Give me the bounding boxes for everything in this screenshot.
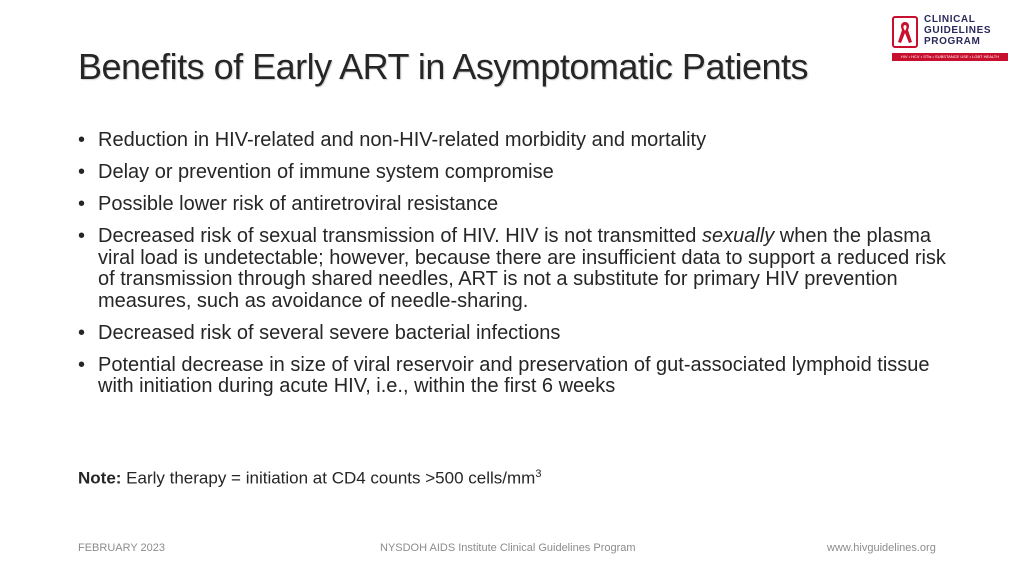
bullet-text: when the plasma viral load is undetectable; however, because there are insufficient data to support a reduced risk of transmission through shared needles, ART is not a substitute for primary HIV prevention measures, such as avoidance of needle-sharing.	[98, 225, 946, 312]
logo-tagline: HIV • HCV • STIs • SUBSTANCE USE • LGBT HEALTH	[892, 53, 1008, 61]
note-label: Note:	[78, 468, 122, 488]
bullet-item: • Decreased risk of several severe bacterial infections	[78, 323, 958, 345]
logo-line-2: GUIDELINES	[924, 25, 992, 36]
note-superscript: 3	[535, 468, 542, 480]
bullet-list	[78, 130, 958, 408]
footer-organization: NYSDOH AIDS Institute Clinical Guidelines Program	[380, 542, 636, 554]
bullet-emphasis: sexually	[701, 225, 775, 247]
footer-date: FEBRUARY 2023	[78, 542, 166, 554]
clinical-guidelines-program-logo	[884, 12, 1008, 64]
note	[78, 462, 541, 491]
slide-title: Benefits of Early ART in Asymptomatic Patients	[78, 46, 809, 87]
red-ribbon-icon	[894, 18, 916, 46]
bullet-item: • Potential decrease in size of viral reservoir and preservation of gut-associated lymphoid tissue with initiation during acute HIV, i.e., within the first 6 weeks	[78, 355, 958, 398]
footer-website: www.hivguidelines.org	[827, 542, 936, 554]
bullet-text: Decreased risk of sexual transmission of HIV. HIV is not transmitted	[98, 225, 702, 247]
logo-line-1: CLINICAL	[924, 14, 976, 25]
logo-line-3: PROGRAM	[924, 36, 981, 47]
note-text: Early therapy = initiation at CD4 counts >500 cells/mm	[121, 468, 536, 488]
bullet-item: • Reduction in HIV-related and non-HIV-related morbidity and mortality	[78, 130, 958, 152]
logo-wordmark	[924, 14, 991, 47]
bullet-item	[78, 226, 958, 312]
logo-frame	[892, 16, 918, 48]
bullet-item: • Possible lower risk of antiretroviral resistance	[78, 194, 958, 216]
bullet-item: • Delay or prevention of immune system compromise	[78, 162, 958, 184]
